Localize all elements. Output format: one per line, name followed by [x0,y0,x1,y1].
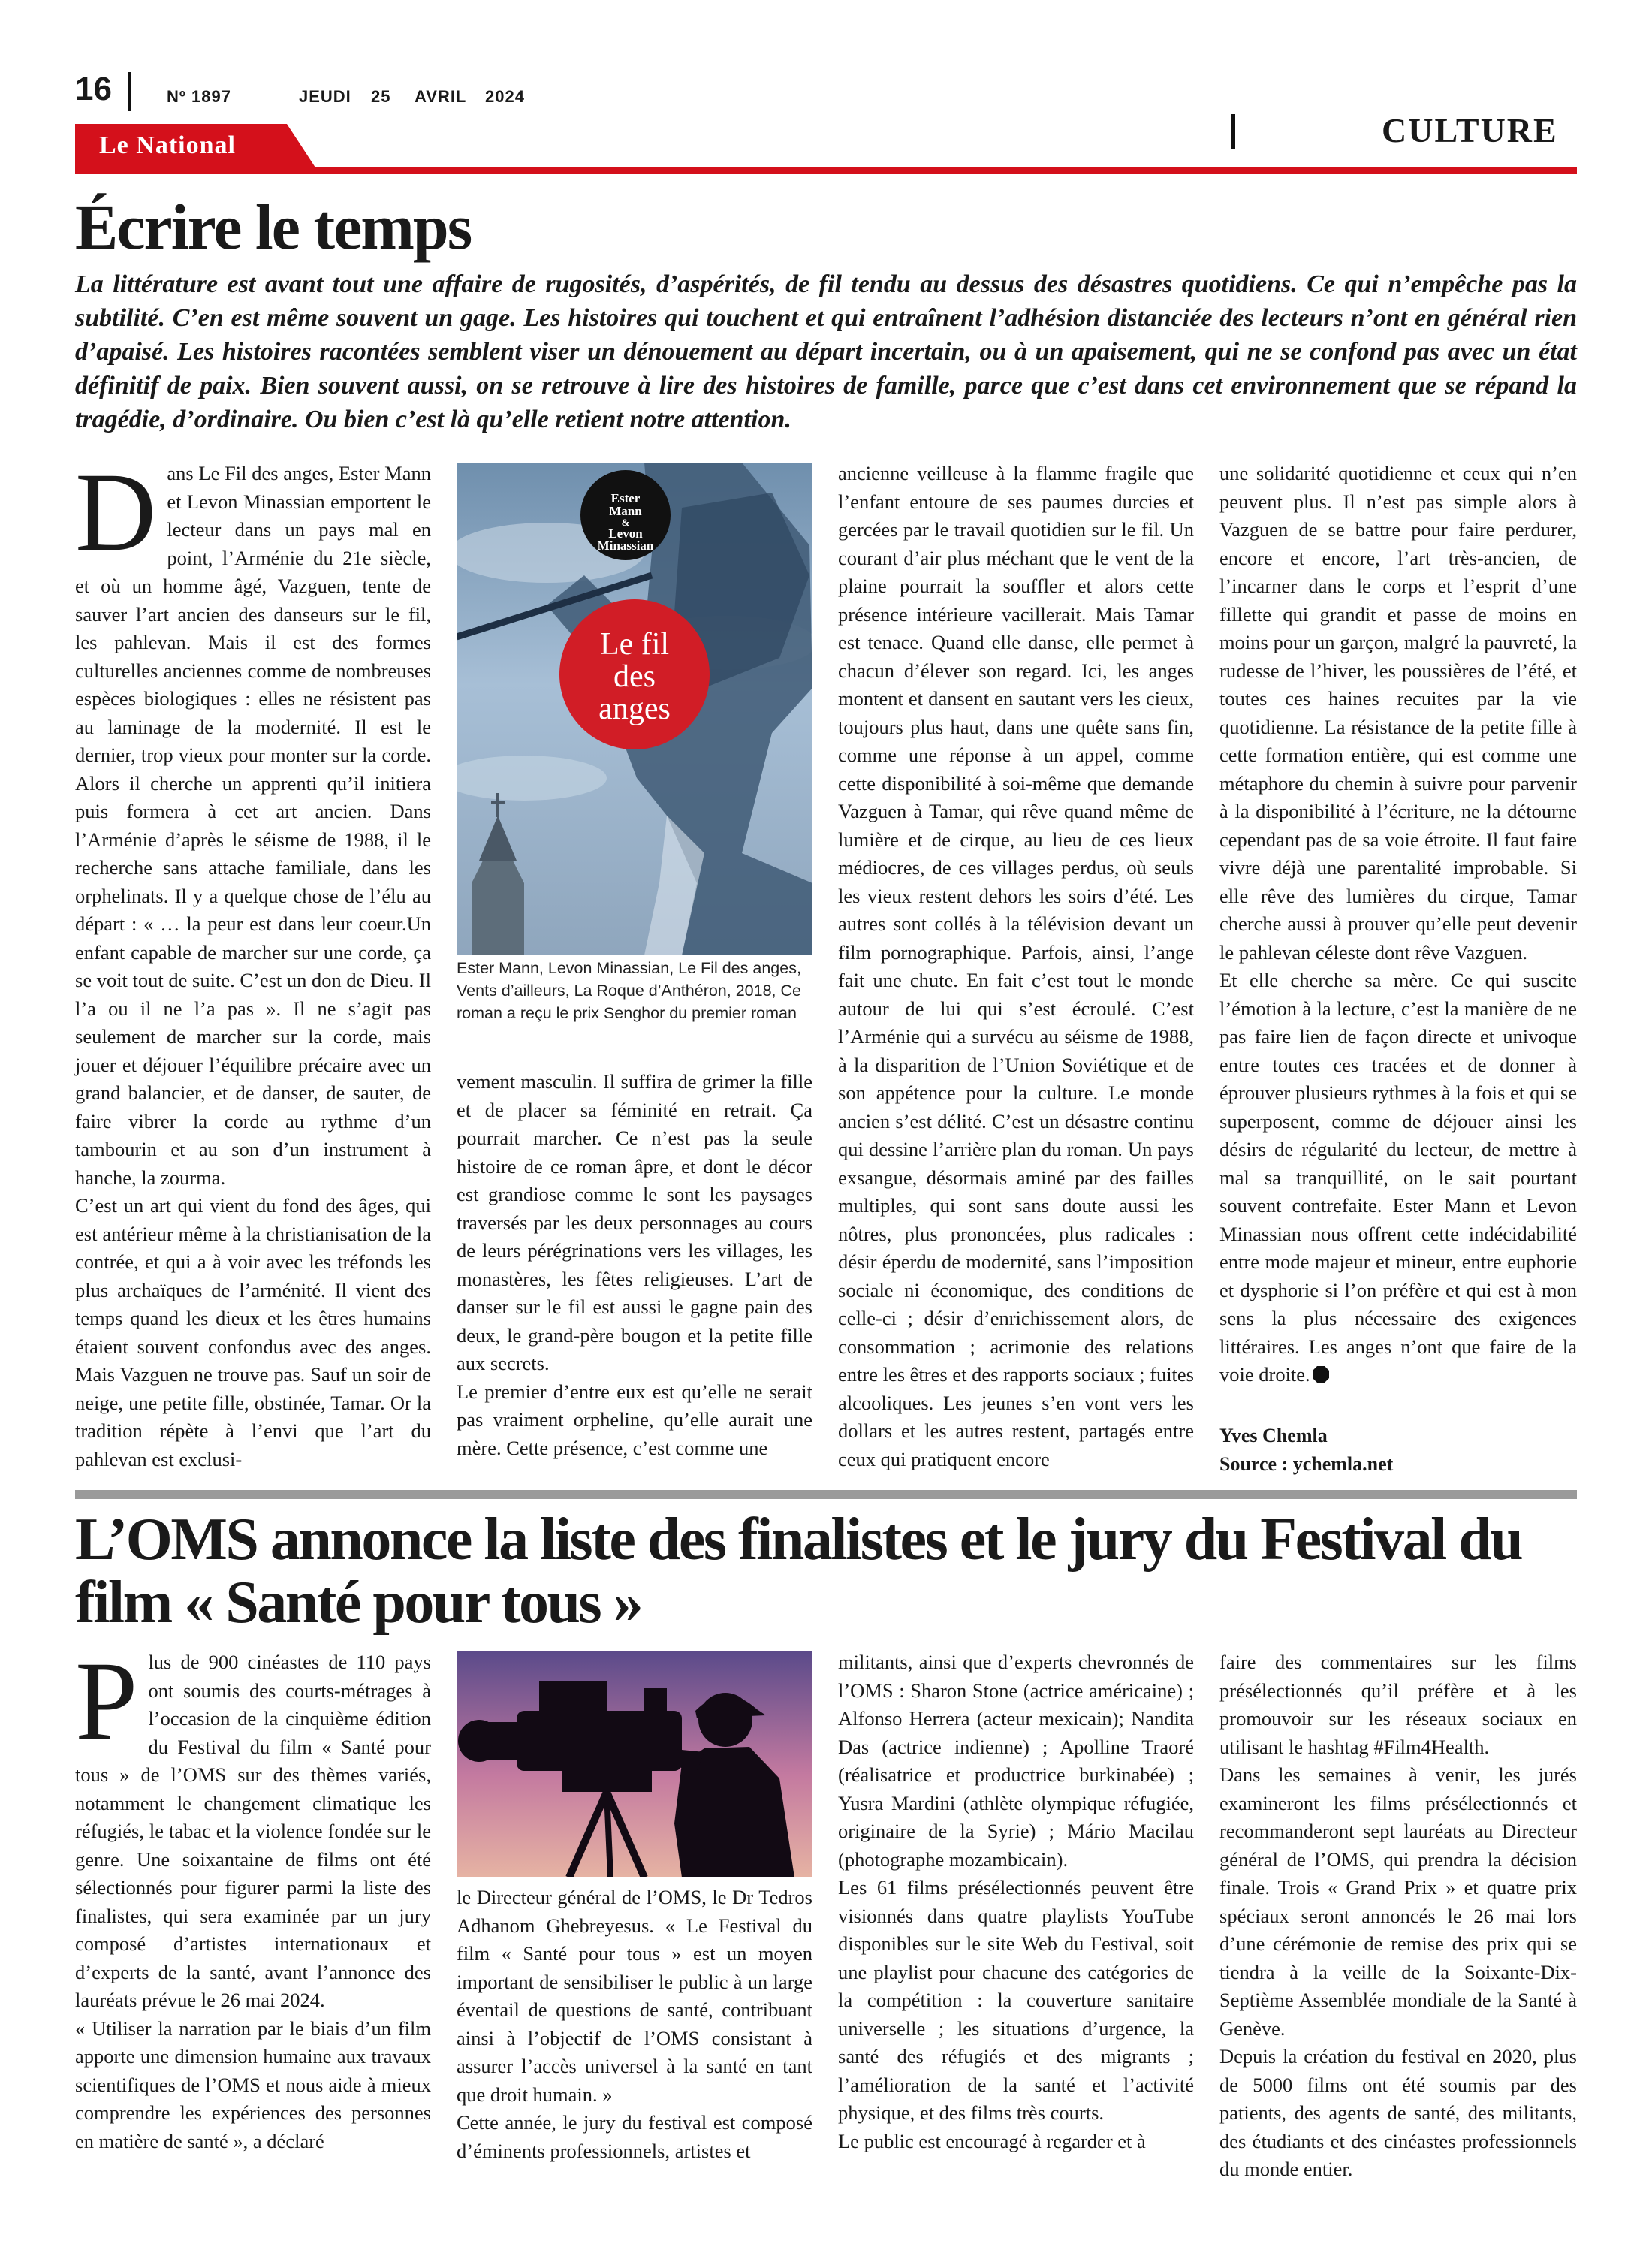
article2-paragraph: Depuis la création du festival en 2020, plus de 5000 films ont été soumis par des patients, des agents de santé, des militants, des étudiants et des cinéastes professionnels du monde entier. [1219,2045,1577,2180]
book-cover-author: Minassian [597,538,654,553]
article2-dropcap: P [75,1639,138,1763]
book-cover-title: Le fil [599,627,670,662]
article1-paragraph [1219,967,1577,1389]
article2-column-1 [75,1639,431,2155]
book-cover-author: Mann [609,504,642,518]
book-cover-author: & [621,517,630,528]
article1-column-1 [75,450,431,1473]
article1-column-3 [838,460,1194,1473]
article2-headline: L’OMS annonce la liste des finalistes et le jury du Festival du film « Santé pour tous » [75,1507,1522,1636]
header-rule [75,167,1577,174]
article1-paragraph: C’est un art qui vient du fond des âges, qui est antérieur même à la christianisation de la contrée, et qui a à voir avec les tréfonds les plus archaïques de l’arménité. Il vient des temps quand les dieux et les êtres humains étaient souvent confondus avec des anges. Mais Vazguen ne trouve pas. Sauf un soir de neige, une petite fille, obstinée, Tamar. Or la tradition répète à l’envi que l’art du pahlevan est exclusi- [75,1194,431,1470]
date-year: 2024 [485,87,525,106]
end-of-article-icon [1312,1363,1330,1381]
article1-source: Source : ychemla.net [1219,1453,1394,1475]
article2-paragraph: le Directeur général de l’OMS, le Dr Tedros Adhanom Ghebreyesus. « Le Festival du film « Santé pour tous » est un moyen important de sensibiliser le public à un large éventail de questions de santé, contribuant ainsi à l’objectif de l’OMS consistant à assurer l’accès universel à la santé en tant que droit humain. » [457,1886,812,2106]
book-cover-image [457,463,812,955]
article1-dropcap: D [75,450,157,575]
date-number: 25 [371,87,391,106]
article2-column-3 [838,1648,1194,2155]
article1-column-2 [457,1068,812,1462]
article1-paragraph: Le premier d’entre eux est qu’elle ne serait pas vraiment orpheline, qu’elle aurait une mère. Cette présence, c’est comme une [457,1380,812,1459]
film-camera-photo [457,1651,812,1878]
date-month: AVRIL [415,87,467,106]
article2-paragraph: « Utiliser la narration par le biais d’un film apporte une dimension humaine aux travaux scientifiques de l’OMS et nous aide à mieux comprendre les expériences des personnes en matière de santé », a déclaré [75,2016,431,2152]
article2-paragraph: lus de 900 cinéastes de 110 pays ont soumis des courts-métrages à l’occasion de la cinquième édition du Festival du film « Santé pour tous » de l’OMS sur des thèmes variés, notamment le changement climatique les réfugiés, le tabac et la violence fondée sur le genre. Une soixantaine de films ont été sélectionnés pour figurer parmi la liste des finalistes, qui sera examinée par un jury composé d’artistes internationaux et d’experts de la santé, avant l’annonce des lauréats prévue le 26 mai 2024. [75,1651,431,2011]
article1-paragraph: une solidarité quotidienne et ceux qui n’en peuvent plus. Il n’est pas simple alors à Vazguen de se battre pour faire perdurer, encore et encore, l’art très-ancien, de l’incarner dans le corps et l’esprit d’une fillette qui grandit et passe de moins en moins pour un garçon, malgré la pauvreté, la rudesse de l’hiver, les poussières de l’été, et toutes ces haines recuites par la vie quotidienne. La résistance de la petite fille à cette formation entière, qui est comme une métaphore du chemin à suivre pour parvenir à la disponibilité à l’écriture, ne la détourne cependant pas de sa voie étroite. Il faut faire vivre déjà une parentalité improbable. Si elle rêve des lumières du cirque, Tamar cherche aussi à prouver qu’elle peut devenir le pahlevan céleste dont rêve Vazguen. [1219,462,1577,964]
article2-paragraph: Cette année, le jury du festival est composé d’éminents professionnels, artistes et [457,2111,812,2162]
book-cover-title: des [613,659,656,694]
section-title: CULTURE [1382,111,1558,149]
article2-paragraph: militants, ainsi que d’experts chevronnés de l’OMS : Sharon Stone (actrice américaine) ; Alfonso Herrera (acteur mexicain); Nandita Das (actrice indienne) ; Apolline Traoré (réalisatrice et productrice burkinabée) ; Yusra Mardini (athlète olympique réfugiée, originaire de la Syrie) ; Mário Macilau (photographe mozambicain). [838,1651,1194,1871]
page-number-divider [128,72,131,111]
section-divider [1231,114,1235,149]
issue-number: Nº 1897 [167,87,231,106]
article1-paragraph: vement masculin. Il suffira de grimer la fille et de placer sa féminité en retrait. Ça pourrait marcher. Ce n’est pas la seule histoire de ce roman âpre, et dont le décor est grandiose comme le sont les paysages traversés par les deux personnages au cours de leurs pérégrinations vers les villages, les monastères, les fêtes religieuses. L’art de danser sur le fil est aussi le gagne pain des deux, le grand-père bougon et la petite fille aux secrets. [457,1070,812,1374]
article1-author: Yves Chemla [1219,1425,1328,1446]
book-cover-title: anges [598,692,671,726]
book-cover-author: Ester [610,491,641,505]
article-separator [75,1490,1577,1499]
article2-paragraph: Le public est encouragé à regarder et à [838,2129,1146,2152]
article1-headline: Écrire le temps [75,191,472,263]
article1-closing-text: Et elle cherche sa mère. Ce qui suscite l’émotion à la lecture, c’est la manière de ne pas faire lien de façon directe et univoque entre toutes ces tracées et de donner à éprouver plusieurs rythmes à la fois et qui se superposent, comme de déjouer ainsi les désirs de régularité du lecteur, de mettre à mal sa tranquillité, on le sait pourtant souvent contrefaite. Ester Mann et Levon Minassian nous offrent cette indécidabilité entre mode majeur et mineur, entre euphorie et dysphorie si l’on préfère et qui est à mon sens la plus nécessaire des exigences littéraires. Les anges n’ont que faire de la voie droite. [1219,969,1577,1386]
book-cover-author: Levon [608,526,643,541]
article1-lede: La littérature est avant tout une affaire de rugosités, d’aspérités, de fil tendu au dessus des désastres quotidiens. Ce qui n’empêche pas la subtilité. C’en est même souvent un gage. Les histoires qui touchent et qui entraînent l’adhésion distanciée des lecteurs n’ont en général rien d’apaisé. Les histoires racontées semblent viser un dénouement au départ incertain, ou à un apaisement, qui ne se confond pas avec un état définitif de paix. Bien souvent aussi, on se retrouve à lire des histoires de famille, parce que c’est dans cet environnement que se répand la tragédie, d’ordinaire. Ou bien c’est là qu’elle retient notre attention. [75,270,1577,433]
article2-paragraph: Les 61 films présélectionnés peuvent être visionnés dans quatre playlists YouTube disponibles sur le site Web du Festival, soit une playlist pour chacune des catégories de la compétition : la couverture sanitaire universelle ; les situations d’urgence, la santé des réfugiés et des migrants ; l’amélioration de la santé et l’activité physique, et des films très courts. [838,1876,1194,2124]
article1-paragraph: ancienne veilleuse à la flamme fragile que l’enfant entoure de ses paumes durcies et gercées par le travail quotidien sur le fil. Un courant d’air plus méchant que le vent de la plaine pourrait la souffler et alors cette présence intérieure vacillerait. Mais Tamar est tenace. Quand elle danse, elle permet à chacun d’élever son regard. Ici, les anges montent et dansent en sautant vers les cieux, toujours plus haut, dans une quête sans fin, comme une réponse à un appel, comme cette disponibilité à soi-même que demande Vazguen à Tamar, qui rêve quand même de lumière et de cirque, au lieu de ces lieux médiocres, de ces villages perdus, où seuls les vieux restent dehors les soirs d’été. Les autres sont collés à la télévision devant un film pornographique. Parfois, ainsi, l’ange fait une chute. En fait c’est tout le monde autour de lui qui s’est écroulé. C’est l’Arménie qui a survécu au séisme de 1988, à la disparition de l’Union Soviétique et de son appétence pour la culture. Le monde ancien s’est délité. C’est un désastre continu qui dessine l’arrière plan du roman. Un pays exsangue, désormais aminé par des failles multiples, qui sont sans doute aussi les nôtres, plus prononcées, plus radicales : désir éperdu de modernité, sans l’imposition sociale ni économique, des conditions de celle-ci ; désir d’enrichissement alors, de consommation ; acrimonie des relations entre les êtres et des rapports sociaux ; fuites alcooliques. Les jeunes s’en vont vers les dollars et les autres restent, partagés entre ceux qui pratiquent encore [838,462,1194,1470]
article1-column-4 [1219,460,1577,1389]
date-day: JEUDI [299,87,351,106]
article2-paragraph: faire des commentaires sur les films présélectionnés qu’il préfère et à les promouvoir sur les réseaux sociaux en utilisant le hashtag #Film4Health. [1219,1651,1577,1758]
article1-paragraph: ans Le Fil des anges, Ester Mann et Levon Minassian emportent le lecteur dans un pays mal en point, l’Arménie du 21e siècle, et où un homme âgé, Vazguen, tente de sauver l’art ancien des danseurs sur le fil, les pahlevan. Mais il est des formes culturelles anciennes comme de nombreuses espèces biologiques : elles ne résistent pas au laminage de la modernité. Il est le dernier, trop vieux pour monter sur la corde. Alors il cherche un apprenti qu’il initiera puis formera à cet art ancien. Dans l’Arménie d’après le séisme de 1988, il le recherche sans attache familiale, dans les orphelinats. Il y a quelque chose de l’élu au départ : « … la peur est dans leur coeur.Un enfant capable de marcher sur une corde, ça se voit tout de suite. C’est un don de Dieu. Il l’a ou il ne l’a pas ». Il ne s’agit pas seulement de marcher sur la corde, mais jouer et déjouer l’équilibre précaire avec un grand balancier, et de danser, de sauter, de faire vibrer la corde au rythme d’un tambourin et au son d’un instrument à hanche, la zourma. [75,462,431,1189]
article2-column-4 [1219,1648,1577,2184]
article2-paragraph: Dans les semaines à venir, les jurés examineront les films présélectionnés et recommanderont sept lauréats au Directeur général de l’OMS, qui prendra la décision finale. Trois « Grand Prix » et quatre prix spéciaux seront annoncés le 26 mai lors d’une cérémonie de remise des prix qui se tiendra à la veille de la Soixante-Dix-Septième Assemblée mondiale de la Santé à Genève. [1219,1763,1577,2040]
brand-logo-text: Le National [99,131,236,159]
article2-column-2 [457,1884,812,2165]
page-number: 16 [75,71,112,107]
book-cover-caption: Ester Mann, Levon Minassian, Le Fil des anges, Vents d’ailleurs, La Roque d’Anthéron, 2018, Ce roman a reçu le prix Senghor du premier roman [457,959,801,1022]
